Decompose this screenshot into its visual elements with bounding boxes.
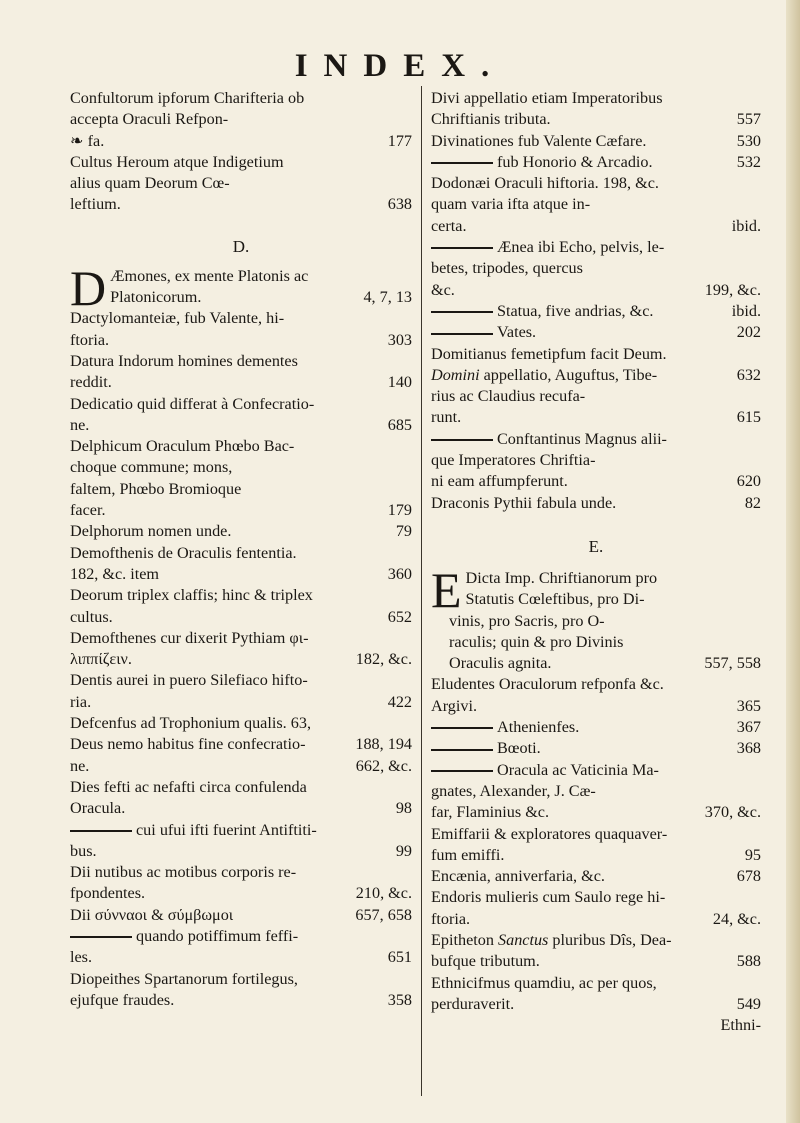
entry-text: fa. [87,131,105,150]
index-entry [431,866,761,887]
entry-text: rius ac Claudius recufa- [431,387,586,406]
entry-text: Bœoti. [497,739,541,758]
index-entry [431,717,761,738]
entry-line [431,611,761,632]
index-entry [70,777,412,820]
entry-text: Confultorum ipforum Charifteria ob [70,89,305,107]
entry-line [70,479,412,500]
entry-text: Dies fefti ac nefafti circa confulenda [70,777,307,796]
dash-rule [431,247,493,249]
page-ref: 4, 7, 13 [363,288,412,307]
entry-text: Emiffarii & exploratores quaquaver- [431,824,668,843]
entry-text: ne. [70,415,90,434]
page-ref: 179 [387,501,412,520]
drop-cap: D [70,259,107,316]
page-ref: 202 [736,323,761,342]
index-entry [70,308,412,351]
page-ref: 651 [387,948,412,967]
entry-text: Deorum triplex claffis; hinc & triplex [70,586,313,605]
entry-last-line [70,692,412,713]
entry-last-line [431,930,761,951]
entry-text: Dii nutibus ac motibus corporis re- [70,863,297,882]
entry-last-line [431,407,761,428]
page-ref: 549 [736,994,761,1013]
index-entry [70,351,412,394]
entry-text: Divinationes fub Valente Cæfare. [431,131,647,150]
entry-last-line [431,653,761,674]
entry-text: que Imperatores Chriftia- [431,451,596,470]
page-ref: 370, &c. [704,803,761,822]
entry-text: λιππίζειν. [70,650,132,669]
section-letter: D. [232,236,250,256]
entry-text: Conftantinus Magnus alii- [497,429,667,448]
entry-line [70,670,412,691]
entry-text: Dedicatio quid differat à Confecratio- [70,394,315,413]
left-column [70,88,412,1011]
index-entry [70,628,412,671]
entry-last-line [448,738,761,759]
entry-text: quando potiffimum feffi- [136,926,299,945]
entry-text: cultus. [70,607,113,626]
right-column [431,88,761,1036]
page-header: INDEX. [294,48,506,84]
page-ref: 620 [736,472,761,491]
dash-rule [431,311,493,313]
dash-rule [431,770,493,772]
entry-last-line [431,951,761,972]
page-ref: 177 [387,131,412,150]
fleuron: ❧ [70,131,88,150]
index-entry [431,824,761,867]
entry-text: Endoris mulieris cum Saulo rege hi- [431,888,666,907]
entry-line [70,394,412,415]
entry-text: les. [70,948,93,967]
entry-text: Oraculis agnita. [449,654,552,673]
entry-text: ria. [70,692,92,711]
entry-line [87,820,412,841]
page-ref: 365 [736,696,761,715]
entry-italic-word: Domini [431,365,480,384]
index-entry [431,131,761,152]
entry-line [70,308,412,329]
page-ref: 99 [395,841,412,860]
entry-last-line [431,845,761,866]
entry-text: choque commune; mons, [70,458,233,477]
entry-text: ne. [70,756,90,775]
entry-line [431,258,761,279]
entry-text: leftium. [70,195,121,214]
index-entry [70,969,412,1012]
entry-last-line [70,521,412,542]
entry-text: Epitheton [431,930,498,949]
page-ref: 199, &c. [704,280,761,299]
page-ref: ibid. [731,301,761,320]
entry-line [70,351,412,372]
entry-last-line [70,564,412,585]
entry-last-line [70,798,412,819]
entry-text: vinis, pro Sacris, pro O- [449,611,605,630]
page-ref: 82 [744,493,761,512]
index-entry [431,301,761,322]
index-entry [70,926,412,969]
page-ref: 140 [387,373,412,392]
entry-line [70,266,412,287]
entry-text: Dodonæi Oraculi hiftoria. 198, &c. [431,174,659,193]
entry-text: &c. [431,280,455,299]
page-ref: 678 [736,867,761,886]
index-entry [70,436,412,521]
entry-last-line [70,415,412,436]
page-ref: 210, &c. [355,884,412,903]
index-entry [431,322,761,343]
entry-line [431,632,761,653]
entry-text: Demofthenis de Oraculis fententia. [70,543,297,562]
page-ref: 360 [387,564,412,583]
entry-line [70,457,412,478]
entry-line [70,88,412,109]
entry-last-line [431,131,761,152]
index-entry [431,930,761,973]
entry-last-line [70,372,412,393]
entry-text: Oracula. [70,799,126,818]
entry-text: far, Flaminius &c. [431,803,550,822]
catchword: Ethni- [720,1016,761,1035]
index-entry [70,585,412,628]
page-ref: 662, &c. [355,756,412,775]
entry-line [431,824,761,845]
entry-text: Datura Indorum homines dementes [70,351,298,370]
entry-line [70,436,412,457]
entry-line [431,365,761,386]
index-entry [431,887,761,930]
entry-line [431,674,761,695]
page-ref: 532 [736,152,761,171]
entry-line [431,887,761,908]
entry-last-line [70,607,412,628]
entry-last-line [448,152,761,173]
entry-text: Deus nemo habitus fine confecratio- [70,735,306,754]
entry-text: raculis; quin & pro Divinis [449,632,624,651]
entry-last-line [431,109,761,130]
index-entry [431,365,761,429]
index-entry [431,152,761,173]
entry-text: Cultus Heroum atque Indigetium [70,152,284,171]
entry-text: Defcenfus ad Trophonium qualis. 63, [70,714,311,733]
entry-line [70,777,412,798]
index-entry [70,394,412,437]
entry-last-line [70,947,412,968]
entry-text: fpondentes. [70,884,146,903]
entry-line [448,237,761,258]
entry-text: Domitianus femetipfum facit Deum. [431,344,667,363]
entry-text: cui ufui ifti fuerint Antiftiti- [136,820,317,839]
entry-text: accepta Oraculi Refpon- [70,110,229,129]
entry-text: ejufque fraudes. [70,990,175,1009]
entry-line [431,589,761,610]
entry-line [431,781,761,802]
entry-text: bus. [70,841,97,860]
dash-rule [431,749,493,751]
entry-text: Draconis Pythii fabula unde. [431,493,617,512]
entry-line [431,344,761,365]
page-ref: ibid. [731,216,761,235]
entry-line [70,152,412,173]
page-ref: 632 [736,365,761,384]
page-ref: 530 [736,131,761,150]
column-divider [421,86,422,1096]
entry-text: bufque tributum. [431,952,540,971]
index-entry [431,429,761,493]
index-entry [431,674,761,717]
entry-text: Ethnicifmus quamdiu, ac per quos, [431,973,657,992]
entry-text: pluribus Dîs, Dea- [548,930,672,949]
entry-text: Divi appellatio etiam Imperatoribus [431,89,663,107]
entry-last-line [70,756,412,777]
page-ref: 638 [387,195,412,214]
entry-text: Eludentes Oraculorum refponfa &c. [431,675,664,694]
entry-text: quam varia ifta atque in- [431,195,591,214]
index-entry [70,670,412,713]
entry-last-line [431,280,761,301]
entry-line [448,760,761,781]
index-entry [70,543,412,586]
entry-last-line [70,905,412,926]
index-entry [70,521,412,542]
entry-text: Dicta Imp. Chriftianorum pro [465,568,658,587]
entry-line [70,713,412,734]
entry-last-line [448,301,761,322]
entry-line [70,969,412,990]
entry-text: 182, &c. item [70,564,160,583]
entry-line [431,973,761,994]
entry-line [431,386,761,407]
page-ref: 685 [387,415,412,434]
page-ref: 588 [736,952,761,971]
page-ref: 303 [387,330,412,349]
entry-line [70,173,412,194]
index-entry [431,760,761,824]
entry-line [70,862,412,883]
entry-last-line [431,909,761,930]
page-ref: 557 [736,110,761,129]
entry-line [448,429,761,450]
entry-text: Diopeithes Spartanorum fortilegus, [70,969,298,988]
entry-line [431,568,761,589]
entry-line [70,585,412,606]
index-entry [70,820,412,863]
index-entry [431,973,761,1016]
entry-text: reddit. [70,373,112,392]
entry-last-line [70,883,412,904]
entry-text: Dactylomanteiæ, fub Valente, hi- [70,309,285,328]
page-ref: 188, 194 [355,735,412,754]
page-ref: 182, &c. [355,650,412,669]
page-ref: 95 [744,845,761,864]
index-entry [70,88,412,152]
entry-last-line [70,287,412,308]
page-ref: 358 [387,990,412,1009]
entry-text: runt. [431,408,462,427]
entry-text: facer. [70,501,106,520]
entry-italic-word: Sanctus [498,930,549,949]
entry-last-line [70,131,412,152]
entry-text: Dentis aurei in puero Silefiaco hifto- [70,671,308,690]
entry-line [431,173,761,194]
index-entry [431,493,761,514]
page-ref: 422 [387,692,412,711]
entry-line [431,194,761,215]
entry-line [70,543,412,564]
entry-text: betes, tripodes, quercus [431,259,583,278]
page-ref: 657, 658 [355,905,412,924]
dropcap-entry [70,259,412,316]
section-letter: E. [588,536,604,556]
page-ref: 98 [395,799,412,818]
entry-text: Statutis Cœleftibus, pro Di- [465,590,645,609]
entry-text: certa. [431,216,467,235]
entry-text: Delphorum nomen unde. [70,522,232,541]
page-ref: 24, &c. [712,909,761,928]
entry-text: Athenienfes. [497,718,580,737]
entry-last-line [431,802,761,823]
entry-last-line [70,330,412,351]
entry-last-line [431,471,761,492]
entry-text: Demofthenes cur dixerit Pythiam φι- [70,628,309,647]
entry-last-line [431,216,761,237]
entry-text: ftoria. [431,909,471,928]
entry-line [70,109,412,130]
entry-text: ni eam affumpferunt. [431,472,568,491]
entry-last-line [431,994,761,1015]
page-ref: 557, 558 [704,654,761,673]
entry-text: gnates, Alexander, J. Cæ- [431,781,596,800]
dash-rule [70,936,132,938]
entry-last-line [70,194,412,215]
dash-rule [431,162,493,164]
page-ref: 367 [736,718,761,737]
dash-rule [70,830,132,832]
entry-text: alius quam Deorum Cœ- [70,174,230,193]
entry-last-line [431,493,761,514]
entry-line [431,450,761,471]
entry-text: Vates. [497,323,537,342]
entry-line [70,628,412,649]
entry-line [87,926,412,947]
index-entry [431,173,761,237]
drop-cap: E [431,561,462,618]
entry-text: Statua, five andrias, &c. [497,301,654,320]
entry-text: Delphicum Oraculum Phœbo Bac- [70,437,295,456]
entry-text: Oracula ac Vaticinia Ma- [497,760,659,779]
page-ref: 615 [736,408,761,427]
entry-last-line [448,717,761,738]
index-entry [431,237,761,301]
entry-text: ftoria. [70,330,110,349]
index-entry [70,905,412,926]
entry-text: Platonicorum. [110,288,202,307]
page-ref: 652 [387,607,412,626]
entry-last-line [70,500,412,521]
entry-last-line [448,322,761,343]
dash-rule [431,333,493,335]
index-entry [431,738,761,759]
page-ref: 368 [736,739,761,758]
entry-text: Chriftianis tributa. [431,110,551,129]
entry-text: fub Honorio & Arcadio. [497,152,653,171]
index-entry [70,862,412,905]
index-entry [431,88,761,131]
entry-text: perduraverit. [431,994,515,1013]
entry-last-line [70,990,412,1011]
page-ref: 79 [395,522,412,541]
entry-text: Encænia, anniverfaria, &c. [431,867,605,886]
entry-text: faltem, Phœbo Bromioque [70,479,242,498]
dash-rule [431,439,493,441]
entry-text: fum emiffi. [431,845,505,864]
page-edge [786,0,800,1123]
entry-text: Argivi. [431,696,478,715]
entry-last-line [70,841,412,862]
entry-text: appellatio, Auguftus, Tibe- [479,365,658,384]
entry-text: Dii σύνναοι & σύμβωμοι [70,905,234,924]
entry-text: Ænea ibi Echo, pelvis, le- [497,238,665,257]
entry-last-line [70,649,412,670]
entry-line [431,88,761,109]
entry-last-line [431,696,761,717]
entry-text: Æmones, ex mente Platonis ac [110,266,309,285]
entry-last-line [431,866,761,887]
dropcap-entry [431,561,761,674]
dash-rule [431,727,493,729]
index-entry [70,152,412,216]
